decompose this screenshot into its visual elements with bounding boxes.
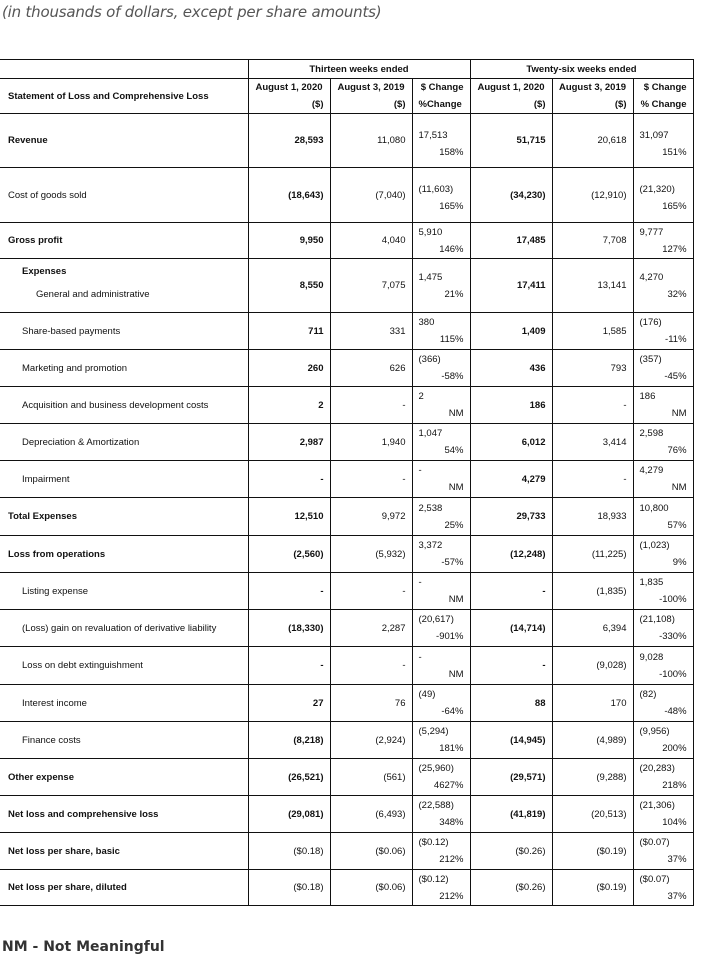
row-label: Other expense — [8, 771, 74, 783]
row-label-cell — [0, 387, 248, 424]
twentysix-prior-value: (4,989) — [552, 722, 633, 759]
thirteen-prior-value: 11,080 — [330, 114, 412, 168]
change-percent: NM — [448, 408, 464, 419]
twentysix-change-cell — [633, 461, 693, 498]
row-label-cell — [0, 870, 248, 906]
header-unit: ($) — [614, 99, 627, 110]
twentysix-change-cell — [633, 536, 693, 573]
twentysix-current-value: (34,230) — [470, 168, 552, 223]
header-w-aug3-2019 — [552, 79, 633, 114]
thirteen-prior-value: (5,932) — [330, 536, 412, 573]
row-label: General and administrative — [36, 289, 150, 300]
twentysix-prior-value: - — [552, 461, 633, 498]
twentysix-weeks-header: Twenty-six weeks ended — [470, 60, 693, 79]
change-percent: NM — [448, 594, 464, 605]
thirteen-change-cell — [412, 870, 470, 906]
row-label: Gross profit — [8, 235, 63, 246]
twentysix-change-cell — [633, 168, 693, 223]
row-label-cell — [0, 424, 248, 461]
twentysix-prior-value: 13,141 — [552, 259, 633, 313]
thirteen-change-cell — [412, 168, 470, 223]
change-amount: (366) — [418, 354, 441, 365]
twentysix-change-cell — [633, 573, 693, 610]
thirteen-change-cell — [412, 796, 470, 833]
change-percent: 146% — [439, 243, 464, 255]
thirteen-prior-value: ($0.06) — [330, 870, 412, 906]
twentysix-current-value: - — [470, 573, 552, 610]
change-amount: 9,028 — [639, 651, 664, 663]
twentysix-current-value: 436 — [470, 350, 552, 387]
change-amount: 2,538 — [418, 502, 443, 514]
table-row — [0, 573, 693, 610]
header-date: August 3, 2019 — [337, 82, 405, 93]
thirteen-prior-value: 1,940 — [330, 424, 412, 461]
thirteen-prior-value: 76 — [330, 685, 412, 722]
change-percent: 165% — [662, 201, 687, 212]
twentysix-prior-value: 170 — [552, 685, 633, 722]
row-label: Loss on debt extinguishment — [22, 660, 143, 671]
row-label: Depreciation & Amortization — [22, 436, 140, 448]
table-row — [0, 223, 693, 259]
change-percent: -11% — [665, 334, 687, 345]
table-row — [0, 759, 693, 796]
row-label: Marketing and promotion — [22, 362, 128, 374]
twentysix-current-value: ($0.26) — [470, 870, 552, 906]
thirteen-current-value: 27 — [248, 685, 330, 722]
thirteen-change-cell — [412, 387, 470, 424]
change-amount: 380 — [418, 317, 435, 328]
table-row — [0, 387, 693, 424]
row-label: Share-based payments — [22, 325, 121, 337]
thirteen-change-cell — [412, 647, 470, 685]
change-amount: 4,279 — [639, 465, 664, 476]
change-percent: 158% — [439, 146, 464, 158]
change-amount: 9,777 — [639, 226, 664, 238]
twentysix-prior-value: 793 — [552, 350, 633, 387]
change-amount: (357) — [639, 354, 662, 365]
change-amount: (25,960) — [418, 763, 454, 774]
thirteen-prior-value: 2,287 — [330, 610, 412, 647]
thirteen-change-cell — [412, 536, 470, 573]
header-unit: ($) — [393, 99, 406, 110]
thirteen-change-cell — [412, 759, 470, 796]
change-percent: 37% — [667, 890, 687, 902]
change-percent: NM — [448, 482, 464, 493]
twentysix-prior-value: ($0.19) — [552, 870, 633, 906]
twentysix-current-value: 51,715 — [470, 114, 552, 168]
change-percent: 4627% — [433, 780, 464, 791]
thirteen-current-value: ($0.18) — [248, 870, 330, 906]
thirteen-current-value: 2,987 — [248, 424, 330, 461]
thirteen-current-value: (29,081) — [248, 796, 330, 833]
thirteen-current-value: 12,510 — [248, 498, 330, 536]
row-label-cell — [0, 833, 248, 870]
change-amount: (21,108) — [639, 614, 675, 625]
twentysix-change-cell — [633, 685, 693, 722]
twentysix-prior-value: (9,288) — [552, 759, 633, 796]
change-amount: 5,910 — [418, 226, 443, 238]
twentysix-change-cell — [633, 722, 693, 759]
change-percent: 348% — [439, 817, 464, 828]
thirteen-change-cell — [412, 573, 470, 610]
row-label-cell — [0, 168, 248, 223]
change-amount: 2,598 — [639, 428, 664, 439]
row-label-cell — [0, 722, 248, 759]
header-w-change — [633, 79, 693, 114]
thirteen-prior-value: ($0.06) — [330, 833, 412, 870]
thirteen-change-cell — [412, 685, 470, 722]
change-percent: 115% — [439, 334, 464, 345]
change-amount: (21,320) — [639, 184, 675, 195]
change-amount: 31,097 — [639, 129, 669, 141]
header-date: August 1, 2020 — [255, 82, 323, 93]
table-row — [0, 647, 693, 685]
change-percent: 165% — [439, 201, 464, 212]
change-percent: 57% — [667, 519, 687, 531]
change-amount: - — [418, 465, 422, 476]
twentysix-prior-value: (11,225) — [552, 536, 633, 573]
thirteen-weeks-header: Thirteen weeks ended — [248, 60, 470, 79]
twentysix-change-cell — [633, 424, 693, 461]
change-percent: 21% — [444, 288, 464, 300]
twentysix-prior-value: (1,835) — [552, 573, 633, 610]
thirteen-current-value: - — [248, 461, 330, 498]
thirteen-change-cell — [412, 424, 470, 461]
change-percent: 9% — [672, 557, 687, 568]
change-amount: (20,617) — [418, 614, 454, 625]
table-row — [0, 610, 693, 647]
change-amount: (49) — [418, 689, 436, 700]
change-amount: (11,603) — [418, 184, 454, 195]
row-label-cell — [0, 536, 248, 573]
row-label-cell — [0, 313, 248, 350]
change-amount: 4,270 — [639, 271, 664, 283]
row-label-cell — [0, 759, 248, 796]
twentysix-change-cell — [633, 259, 693, 313]
table-row — [0, 461, 693, 498]
row-label-cell — [0, 796, 248, 833]
change-amount: - — [418, 577, 422, 588]
row-label-cell — [0, 685, 248, 722]
twentysix-current-value: 4,279 — [470, 461, 552, 498]
row-label-cell — [0, 610, 248, 647]
change-amount: 1,475 — [418, 271, 443, 283]
twentysix-current-value: 6,012 — [470, 424, 552, 461]
twentysix-change-cell — [633, 796, 693, 833]
table-row — [0, 114, 693, 168]
table-row — [0, 833, 693, 870]
thirteen-prior-value: (7,040) — [330, 168, 412, 223]
change-amount: 1,835 — [639, 577, 664, 588]
change-amount: 186 — [639, 391, 656, 402]
twentysix-change-cell — [633, 350, 693, 387]
thirteen-current-value: - — [248, 647, 330, 685]
header-t-aug1-2020 — [248, 79, 330, 114]
change-percent: 54% — [444, 445, 464, 456]
thirteen-prior-value: - — [330, 647, 412, 685]
change-percent: 212% — [439, 854, 464, 865]
change-amount: 17,513 — [418, 129, 448, 141]
change-amount: (5,294) — [418, 726, 449, 737]
table-row — [0, 796, 693, 833]
change-amount: - — [418, 651, 422, 663]
thirteen-current-value: 9,950 — [248, 223, 330, 259]
change-amount: ($0.12) — [418, 837, 449, 848]
thirteen-current-value: (18,643) — [248, 168, 330, 223]
row-label: Listing expense — [22, 585, 89, 597]
change-percent: -100% — [659, 594, 687, 605]
twentysix-prior-value: 1,585 — [552, 313, 633, 350]
change-percent: 104% — [662, 817, 687, 828]
thirteen-change-cell — [412, 259, 470, 313]
thirteen-change-cell — [412, 722, 470, 759]
twentysix-prior-value: (20,513) — [552, 796, 633, 833]
twentysix-change-cell — [633, 610, 693, 647]
row-label: Impairment — [22, 473, 70, 485]
twentysix-current-value: 186 — [470, 387, 552, 424]
thirteen-prior-value: - — [330, 461, 412, 498]
row-label: Net loss per share, diluted — [8, 882, 127, 893]
thirteen-change-cell — [412, 833, 470, 870]
change-amount: 1,047 — [418, 428, 443, 439]
change-amount: 10,800 — [639, 502, 669, 514]
thirteen-change-cell — [412, 313, 470, 350]
thirteen-current-value: 711 — [248, 313, 330, 350]
change-percent: NM — [448, 668, 464, 680]
change-percent: -64% — [441, 706, 464, 717]
thirteen-current-value: (2,560) — [248, 536, 330, 573]
table-row — [0, 870, 693, 906]
change-amount: (1,023) — [639, 540, 670, 551]
change-amount: ($0.12) — [418, 873, 449, 885]
row-label-cell — [0, 498, 248, 536]
thirteen-current-value: ($0.18) — [248, 833, 330, 870]
twentysix-prior-value: 20,618 — [552, 114, 633, 168]
twentysix-prior-value: (12,910) — [552, 168, 633, 223]
thirteen-current-value: 8,550 — [248, 259, 330, 313]
row-label-cell — [0, 114, 248, 168]
header-change-dollar: $ Change — [643, 82, 687, 93]
twentysix-change-cell — [633, 387, 693, 424]
expenses-section-label: Expenses — [22, 266, 67, 277]
units-caption: (in thousands of dollars, except per share amounts) — [2, 3, 382, 21]
twentysix-prior-value: (9,028) — [552, 647, 633, 685]
table-row — [0, 536, 693, 573]
empty-header-cell — [0, 60, 248, 79]
change-amount: 2 — [418, 391, 424, 402]
header-unit: ($) — [311, 99, 324, 110]
twentysix-prior-value: - — [552, 387, 633, 424]
twentysix-prior-value: 18,933 — [552, 498, 633, 536]
column-header-row — [0, 79, 693, 114]
header-date: August 1, 2020 — [477, 82, 545, 93]
change-percent: -58% — [441, 371, 464, 382]
table-row — [0, 259, 693, 313]
change-amount: (21,306) — [639, 800, 675, 811]
row-label: Acquisition and business development costs — [22, 399, 209, 411]
header-date: August 3, 2019 — [558, 82, 627, 93]
table-row — [0, 350, 693, 387]
thirteen-prior-value: 626 — [330, 350, 412, 387]
thirteen-current-value: (18,330) — [248, 610, 330, 647]
twentysix-prior-value: ($0.19) — [552, 833, 633, 870]
row-label-cell — [0, 350, 248, 387]
thirteen-current-value: - — [248, 573, 330, 610]
twentysix-prior-value: 6,394 — [552, 610, 633, 647]
statement-of-loss-table — [0, 59, 694, 906]
header-t-change — [412, 79, 470, 114]
statement-label-header: Statement of Loss and Comprehensive Loss — [0, 79, 248, 114]
change-percent: 200% — [662, 743, 687, 754]
change-percent: -57% — [441, 557, 464, 568]
change-percent: 25% — [444, 519, 464, 531]
change-percent: 181% — [439, 743, 464, 754]
twentysix-current-value: 88 — [470, 685, 552, 722]
change-percent: -45% — [664, 371, 687, 382]
row-label: Interest income — [22, 697, 87, 709]
row-label-cell — [0, 259, 248, 313]
header-t-aug3-2019 — [330, 79, 412, 114]
row-label: Total Expenses — [8, 511, 77, 522]
thirteen-prior-value: 7,075 — [330, 259, 412, 313]
change-percent: -100% — [659, 668, 687, 680]
change-percent: 218% — [662, 780, 687, 791]
twentysix-change-cell — [633, 833, 693, 870]
twentysix-change-cell — [633, 870, 693, 906]
change-percent: 151% — [662, 146, 687, 158]
twentysix-change-cell — [633, 223, 693, 259]
change-amount: ($0.07) — [639, 873, 670, 885]
thirteen-prior-value: - — [330, 387, 412, 424]
twentysix-current-value: ($0.26) — [470, 833, 552, 870]
thirteen-prior-value: 331 — [330, 313, 412, 350]
table-row — [0, 168, 693, 223]
header-change-pct: % Change — [640, 99, 687, 110]
group-header-row — [0, 60, 693, 79]
thirteen-current-value: 260 — [248, 350, 330, 387]
change-amount: ($0.07) — [639, 837, 670, 848]
thirteen-current-value: 2 — [248, 387, 330, 424]
thirteen-current-value: 28,593 — [248, 114, 330, 168]
header-change-dollar: $ Change — [420, 82, 464, 93]
thirteen-change-cell — [412, 610, 470, 647]
table-row — [0, 313, 693, 350]
change-percent: 32% — [667, 288, 687, 300]
table-row — [0, 498, 693, 536]
nm-footnote: NM - Not Meaningful — [2, 939, 165, 955]
thirteen-change-cell — [412, 498, 470, 536]
thirteen-prior-value: 4,040 — [330, 223, 412, 259]
twentysix-prior-value: 7,708 — [552, 223, 633, 259]
row-label: Finance costs — [22, 734, 81, 746]
table-row — [0, 424, 693, 461]
row-label: Net loss per share, basic — [8, 845, 120, 857]
change-percent: -48% — [664, 706, 687, 717]
twentysix-current-value: - — [470, 647, 552, 685]
thirteen-change-cell — [412, 223, 470, 259]
change-amount: 3,372 — [418, 540, 443, 551]
twentysix-current-value: 29,733 — [470, 498, 552, 536]
twentysix-current-value: 17,411 — [470, 259, 552, 313]
row-label-cell — [0, 223, 248, 259]
twentysix-change-cell — [633, 759, 693, 796]
thirteen-prior-value: (6,493) — [330, 796, 412, 833]
change-amount: (9,956) — [639, 726, 670, 737]
row-label: Net loss and comprehensive loss — [8, 808, 159, 820]
change-percent: 212% — [439, 890, 464, 902]
thirteen-prior-value: (561) — [330, 759, 412, 796]
row-label-cell — [0, 647, 248, 685]
twentysix-current-value: (14,714) — [470, 610, 552, 647]
row-label: Loss from operations — [8, 548, 106, 560]
thirteen-prior-value: 9,972 — [330, 498, 412, 536]
twentysix-current-value: (12,248) — [470, 536, 552, 573]
twentysix-change-cell — [633, 498, 693, 536]
twentysix-change-cell — [633, 114, 693, 168]
change-percent: -901% — [436, 631, 464, 642]
change-percent: -330% — [659, 631, 687, 642]
twentysix-current-value: (14,945) — [470, 722, 552, 759]
thirteen-change-cell — [412, 114, 470, 168]
change-amount: (22,588) — [418, 800, 454, 811]
twentysix-current-value: (29,571) — [470, 759, 552, 796]
thirteen-current-value: (26,521) — [248, 759, 330, 796]
row-label-cell — [0, 573, 248, 610]
header-change-pct: %Change — [418, 99, 462, 110]
thirteen-change-cell — [412, 350, 470, 387]
twentysix-current-value: 17,485 — [470, 223, 552, 259]
row-label: Cost of goods sold — [8, 189, 87, 201]
change-percent: 127% — [662, 243, 687, 255]
twentysix-change-cell — [633, 313, 693, 350]
row-label: (Loss) gain on revaluation of derivative liability — [22, 622, 217, 634]
table-row — [0, 685, 693, 722]
twentysix-prior-value: 3,414 — [552, 424, 633, 461]
change-percent: 76% — [667, 445, 687, 456]
row-label-cell — [0, 461, 248, 498]
twentysix-current-value: 1,409 — [470, 313, 552, 350]
change-amount: (82) — [639, 689, 657, 700]
thirteen-prior-value: (2,924) — [330, 722, 412, 759]
twentysix-current-value: (41,819) — [470, 796, 552, 833]
change-percent: NM — [671, 482, 687, 493]
change-percent: NM — [671, 408, 687, 419]
thirteen-current-value: (8,218) — [248, 722, 330, 759]
table-row — [0, 722, 693, 759]
header-unit: ($) — [533, 99, 546, 110]
header-w-aug1-2020 — [470, 79, 552, 114]
thirteen-change-cell — [412, 461, 470, 498]
change-amount: (176) — [639, 317, 662, 328]
row-label: Revenue — [8, 135, 48, 146]
twentysix-change-cell — [633, 647, 693, 685]
change-amount: (20,283) — [639, 763, 675, 774]
change-percent: 37% — [667, 854, 687, 865]
thirteen-prior-value: - — [330, 573, 412, 610]
